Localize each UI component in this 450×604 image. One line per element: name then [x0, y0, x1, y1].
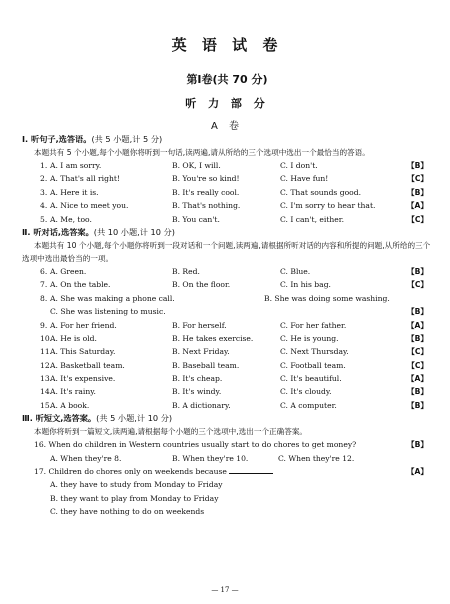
option-a: A. Green. — [50, 266, 87, 276]
answer-blank — [229, 465, 273, 474]
question-row — [22, 438, 432, 451]
option-a: A. Here it is. — [50, 187, 99, 197]
option-b: B. Next Friday. — [172, 347, 230, 357]
option-b: B. That's nothing. — [172, 201, 241, 211]
answer-mark: 【A】 — [406, 374, 428, 384]
answer-mark: 【C】 — [407, 214, 428, 224]
question-row — [22, 172, 432, 185]
page-number: — 17 — — [211, 586, 239, 594]
option-c: C. Football team. — [280, 360, 346, 370]
option-a: A. I am sorry. — [50, 161, 102, 170]
answer-mark: 【B】 — [407, 333, 428, 343]
question-number: 11. — [40, 347, 53, 357]
question-row — [22, 199, 432, 212]
question-row — [22, 292, 432, 305]
question-number: 14. — [40, 387, 53, 397]
option-c: C. I don't. — [280, 161, 318, 170]
sub-heading: A 卷 — [210, 121, 244, 132]
question-number: 5. — [40, 214, 48, 224]
answer-mark: 【C】 — [407, 360, 428, 370]
question-number: 1. — [40, 161, 48, 170]
question-row — [22, 305, 432, 318]
option-b: B. He takes exercise. — [172, 333, 254, 343]
question-number: 15. — [40, 400, 53, 410]
question-number: 13. — [40, 374, 53, 384]
question-row — [22, 186, 432, 199]
option-a: A. That's all right! — [50, 174, 120, 184]
option-c: C. I can't, either. — [280, 214, 344, 224]
option-a: A. they have to study from Monday to Friday — [50, 480, 223, 490]
section-3-instructions: 本题你将听到一篇短文,读两遍,请根据每个小题的三个选项中,选出一个正确答案。 — [34, 427, 308, 437]
option-c: C. Blue. — [280, 266, 311, 276]
question-row — [22, 278, 432, 291]
option-b: B. When they're 10. — [172, 453, 249, 463]
option-c: C. For her father. — [280, 320, 347, 330]
section-3-heading — [22, 412, 432, 425]
question-row — [22, 359, 432, 372]
question-row — [22, 319, 432, 332]
option-a: A. This Saturday. — [50, 347, 116, 357]
question-number: 2. — [40, 174, 48, 184]
question-number: 6. — [40, 266, 48, 276]
question-row — [22, 372, 432, 385]
question-row — [22, 492, 432, 505]
section-1-items — [22, 159, 432, 226]
option-b: B. On the floor. — [172, 280, 231, 290]
question-row — [22, 452, 432, 465]
option-c: C. That sounds good. — [280, 187, 362, 197]
option-b: B. Red. — [172, 266, 200, 276]
question-number: 12. — [40, 360, 53, 370]
option-a: A. He is old. — [50, 333, 97, 343]
section-2-heading — [22, 226, 432, 239]
section-3-meta: (共 5 小题,计 10 分) — [96, 413, 173, 424]
question-row — [22, 399, 432, 412]
section-2-items — [22, 265, 432, 292]
option-c: C. It's cloudy. — [280, 387, 332, 397]
option-b: B. they want to play from Monday to Friday — [50, 493, 219, 503]
question-stem: 16. When do children in Western countries usually start to do chores to get money? — [34, 440, 357, 450]
section-3-title: Ⅲ. 听短文,选答案。 — [22, 413, 97, 424]
option-b: B. You can't. — [172, 214, 220, 224]
option-c: C. Have fun! — [280, 174, 329, 184]
option-a: A. A book. — [50, 400, 90, 410]
question-row — [22, 505, 432, 518]
section-1-instructions: 本题共有 5 个小题,每个小题你将听到一句话,读两遍,请从所给的三个选项中选出一个最恰当的答语。 — [34, 148, 370, 157]
option-b: B. For herself. — [172, 320, 227, 330]
question-row — [22, 478, 432, 491]
section-2-meta: (共 10 小题,计 10 分) — [93, 226, 175, 237]
answer-mark: 【B】 — [407, 307, 428, 317]
option-c: C. He is young. — [280, 333, 339, 343]
question-number: 7. — [40, 280, 48, 290]
option-b: B. A dictionary. — [172, 400, 231, 410]
option-a: A. It's expensive. — [50, 374, 116, 384]
option-a: A. For her friend. — [50, 320, 117, 330]
question-number: 8. — [40, 293, 48, 303]
question-number: 3. — [40, 187, 48, 197]
option-b: B. OK, I will. — [172, 161, 221, 170]
option-b: B. You're so kind! — [172, 174, 240, 184]
option-b: B. It's really cool. — [172, 187, 240, 197]
section-2-title: Ⅱ. 听对话,选答案。 — [22, 226, 94, 237]
option-c: C. I'm sorry to hear that. — [280, 201, 376, 211]
question-row — [22, 385, 432, 398]
question-row — [22, 213, 432, 226]
section-1-heading — [22, 133, 432, 146]
question-row — [22, 265, 432, 278]
option-a: A. She was making a phone call. — [50, 293, 175, 303]
section-2-items-continued — [22, 319, 432, 413]
answer-mark: 【C】 — [407, 280, 428, 290]
question-row — [22, 345, 432, 358]
answer-mark: 【B】 — [407, 187, 428, 197]
option-a: A. Basketball team. — [50, 360, 125, 370]
question-stem-wrap — [34, 465, 273, 478]
question-number: 9. — [40, 320, 48, 330]
answer-mark: 【B】 — [407, 161, 428, 170]
answer-mark: 【B】 — [407, 440, 428, 450]
exam-title: 英 语 试 卷 — [171, 36, 283, 54]
option-b: B. It's windy. — [172, 387, 222, 397]
option-c: C. It's beautiful. — [280, 374, 342, 384]
option-c: C. Next Thursday. — [280, 347, 349, 357]
option-c: C. In his bag. — [280, 280, 331, 290]
section-1-meta: (共 5 小题,计 5 分) — [91, 134, 163, 144]
option-c: C. She was listening to music. — [50, 307, 166, 317]
option-c: C. they have nothing to do on weekends — [50, 507, 205, 517]
question-number: 10. — [40, 333, 53, 343]
option-b: B. It's cheap. — [172, 374, 223, 384]
option-a: A. Nice to meet you. — [50, 201, 129, 211]
question-row — [22, 332, 432, 345]
option-a: A. On the table. — [50, 280, 111, 290]
answer-mark: 【C】 — [407, 174, 428, 184]
option-c: C. A computer. — [280, 400, 337, 410]
part-heading: 听 力 部 分 — [185, 97, 269, 110]
answer-mark: 【B】 — [407, 266, 428, 276]
option-b: B. Baseball team. — [172, 360, 240, 370]
question-row — [22, 159, 432, 172]
section-1-title: Ⅰ. 听句子,选答语。 — [22, 134, 92, 144]
option-b: B. She was doing some washing. — [264, 293, 390, 303]
question-stem: 17. Children do chores only on weekends because — [34, 467, 227, 477]
option-a: A. It's rainy. — [50, 387, 96, 397]
answer-mark: 【C】 — [407, 347, 428, 357]
question-number: 4. — [40, 201, 48, 211]
answer-mark: 【B】 — [407, 387, 428, 397]
option-a: A. Me, too. — [50, 214, 92, 224]
volume-heading: 第Ⅰ卷(共 70 分) — [186, 73, 268, 86]
section-2-instructions: 本题共有 10 个小题,每个小题你将听到一段对话和一个问题,读两遍,请根据所听对话的内容和所提的问题,从所给的三个选项中选出最恰当的一项。 — [22, 240, 431, 263]
option-a: A. When they're 8. — [50, 453, 122, 463]
answer-mark: 【A】 — [406, 201, 428, 211]
question-row — [22, 465, 432, 478]
answer-mark: 【A】 — [406, 320, 428, 330]
option-c: C. When they're 12. — [278, 453, 355, 463]
answer-mark: 【B】 — [407, 400, 428, 410]
answer-mark: 【A】 — [406, 467, 428, 477]
